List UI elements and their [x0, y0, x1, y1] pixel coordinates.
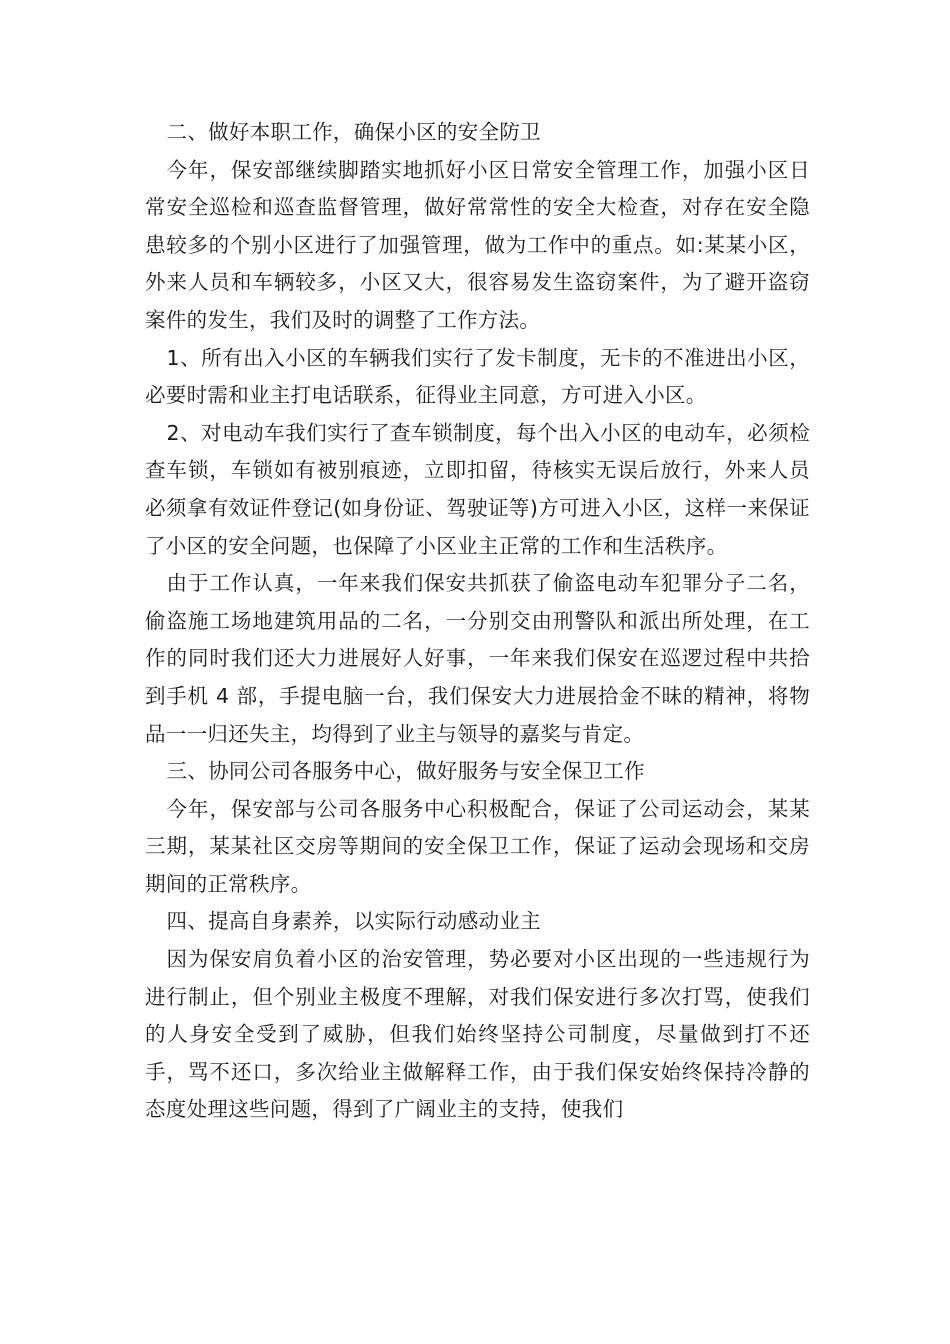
paragraph-achievements: 由于工作认真，一年来我们保安共抓获了偷盗电动车犯罪分子二名，偷盗施工场地建筑用品的二名，一分别交由刑警队和派出所处理，在工作的同时我们还大力进展好人好事，一年来我们保安在巡逻过程中共拾到手机 4 部，手提电脑一台，我们保安大力进展拾金不昧的精神，将物品一一归还失主，均得到了业主与领导的嘉奖与肯定。	[145, 571, 810, 746]
paragraph-cooperation: 今年，保安部与公司各服务中心积极配合，保证了公司运动会，某某三期，某某社区交房等期间的安全保卫工作，保证了运动会现场和交房期间的正常秩序。	[145, 796, 810, 896]
list-item-vehicle-card: 1、所有出入小区的车辆我们实行了发卡制度，无卡的不准进出小区，必要时需和业主打电话联系，征得业主同意，方可进入小区。	[145, 345, 810, 408]
list-item-ebike-lock: 2、对电动车我们实行了查车锁制度，每个出入小区的电动车，必须检查车锁，车锁如有被别痕迹，立即扣留，待核实无误后放行，外来人员必须拿有效证件登记(如身份证、驾驶证等)方可进入小区，这样一来保证了小区的安全问题，也保障了小区业主正常的工作和生活秩序。	[145, 420, 810, 558]
paragraph-self-improvement: 因为保安肩负着小区的治安管理，势必要对小区出现的一些违规行为进行制止，但个别业主极度不理解，对我们保安进行多次打骂，使我们的人身安全受到了威胁，但我们始终坚持公司制度，尽量做到打不还手，骂不还口，多次给业主做解释工作，由于我们保安始终保持冷静的态度处理这些问题，得到了广阔业主的支持，使我们	[145, 947, 810, 1122]
section-heading-3: 三、协同公司各服务中心，做好服务与安全保卫工作	[166, 759, 645, 784]
section-heading-2: 二、做好本职工作，确保小区的安全防卫	[166, 120, 541, 144]
paragraph-security-management: 今年，保安部继续脚踏实地抓好小区日常安全管理工作，加强小区日常安全巡检和巡查监督管理，做好常常性的安全大检查，对存在安全隐患较多的个别小区进行了加强管理，做为工作中的重点。如:某某小区，外来人员和车辆较多，小区又大，很容易发生盗窃案件，为了避开盗窃案件的发生，我们及时的调整了工作方法。	[145, 157, 810, 332]
document-body	[145, 114, 810, 1129]
section-heading-4: 四、提高自身素养，以实际行动感动业主	[166, 909, 541, 934]
